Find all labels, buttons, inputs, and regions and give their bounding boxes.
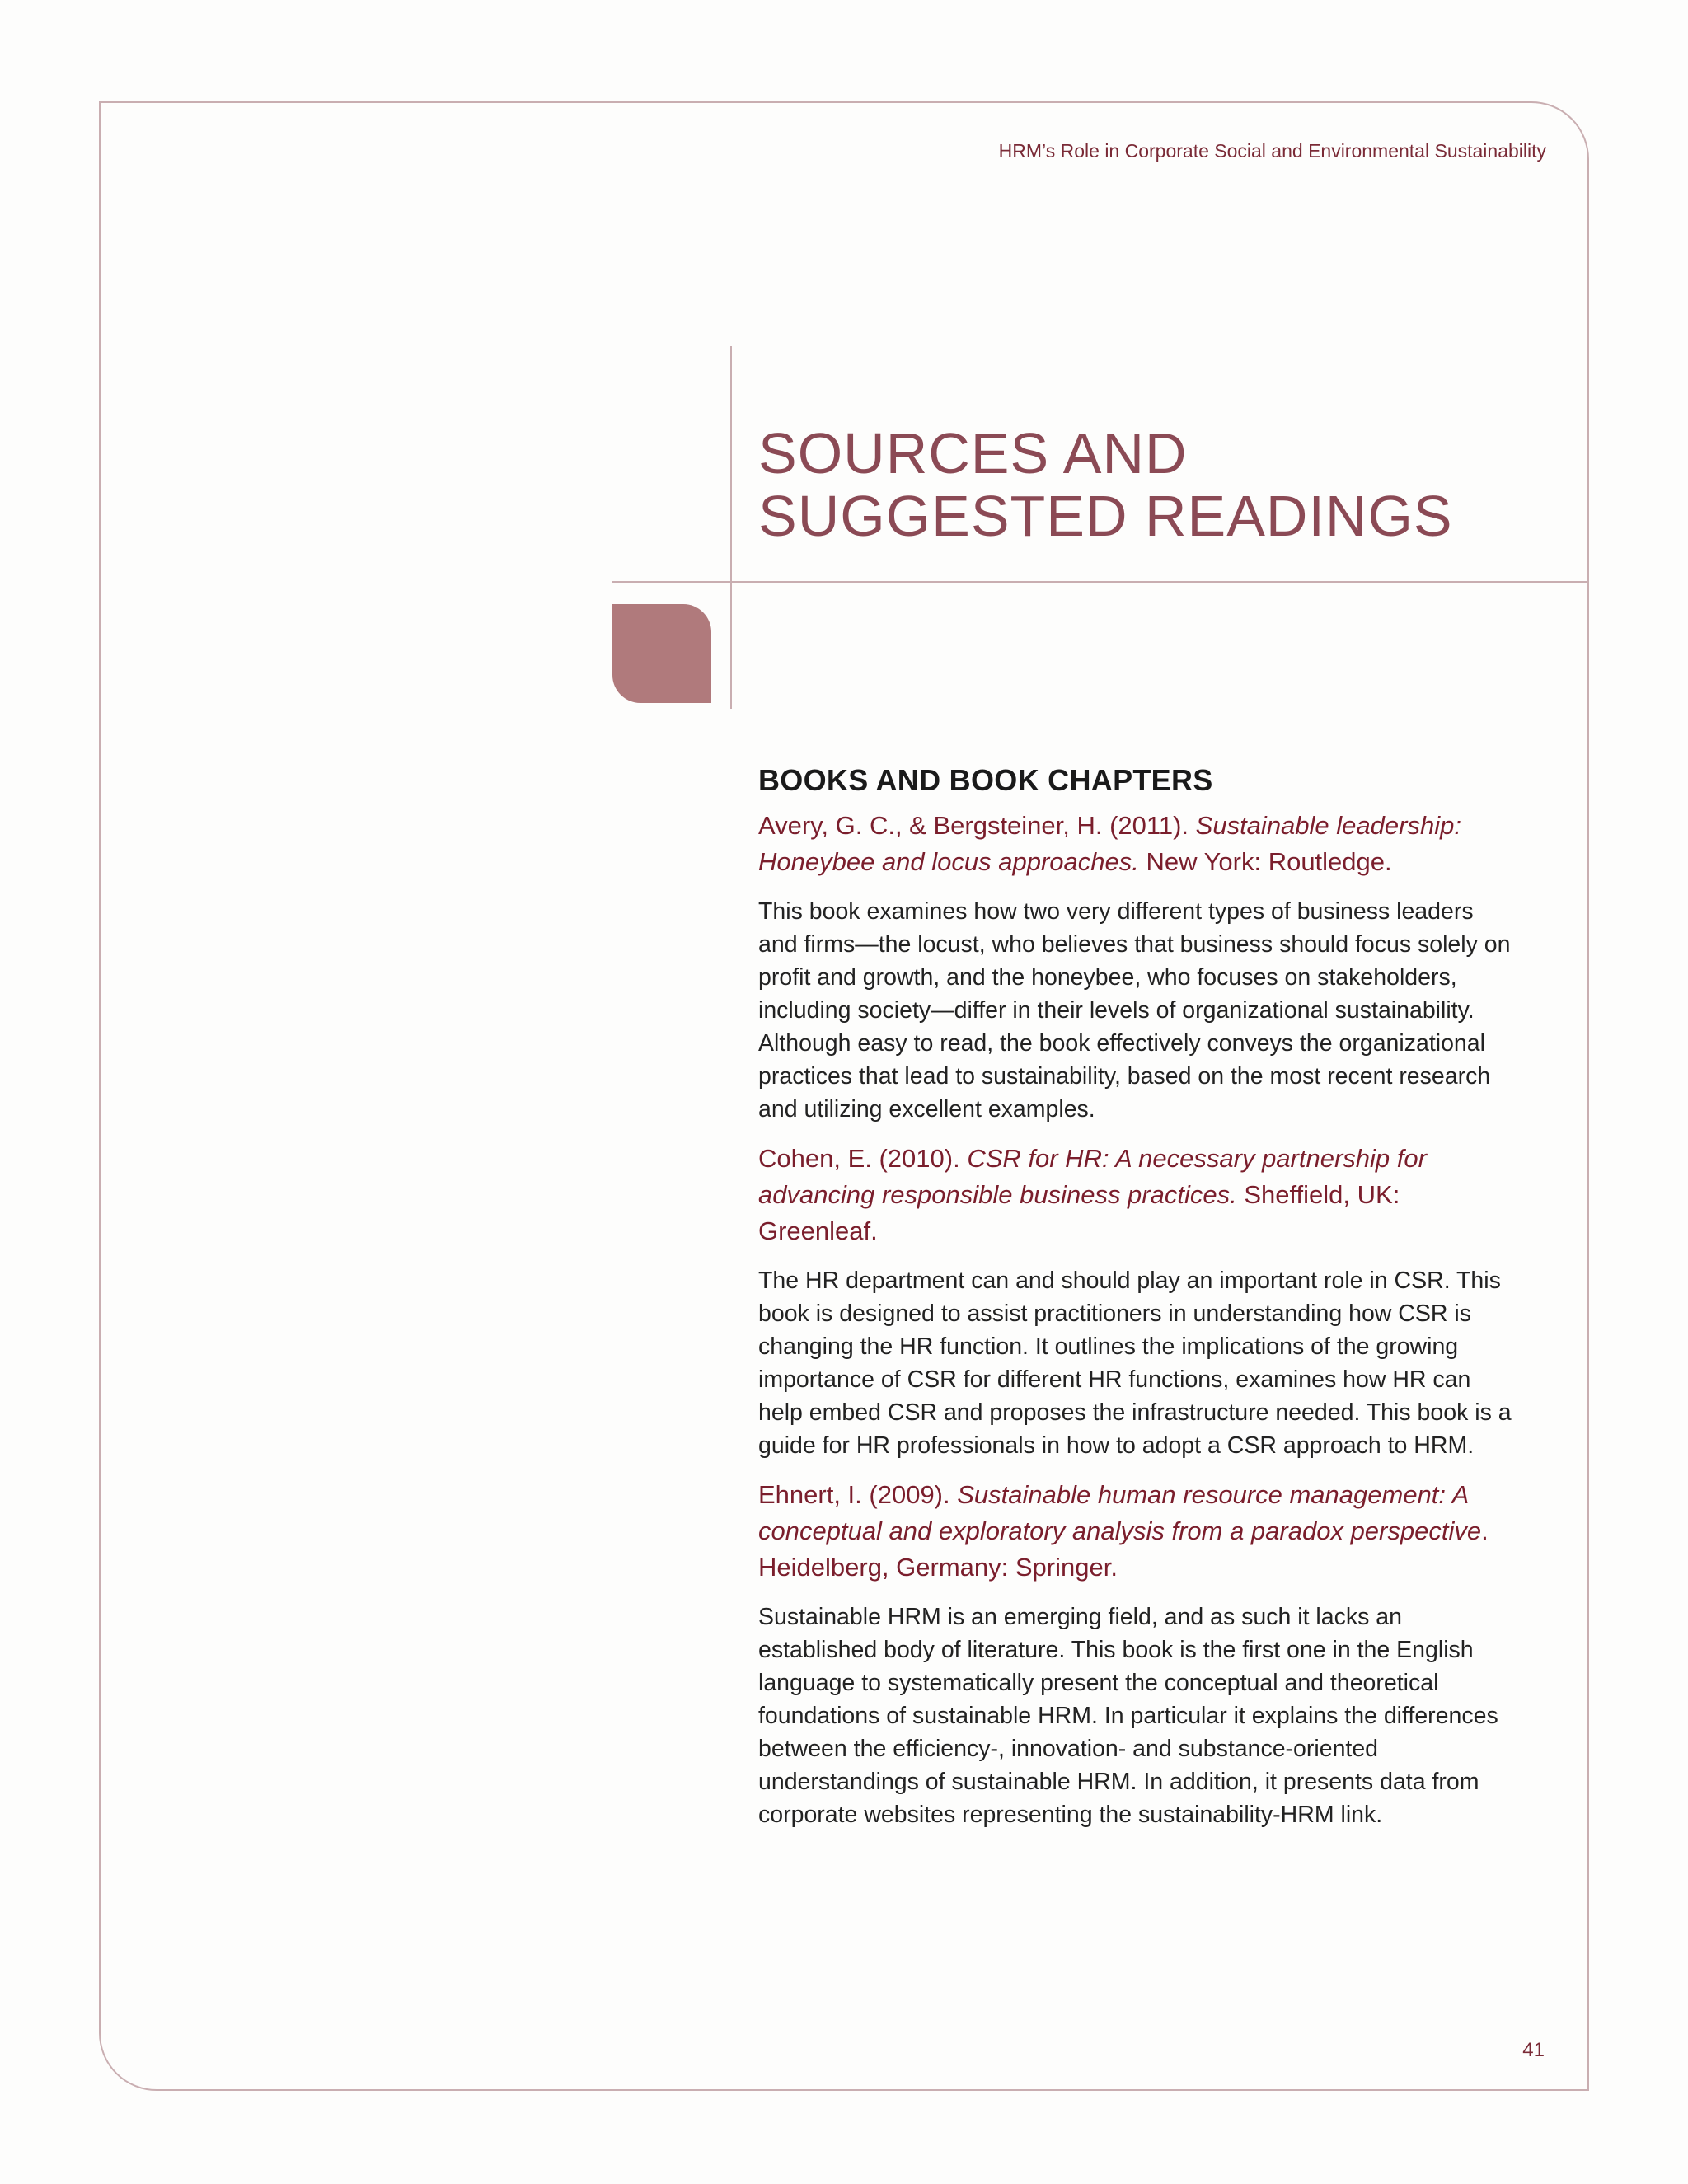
leaf-decoration-icon (612, 604, 711, 703)
page-number: 41 (1522, 2039, 1545, 2061)
section-title (758, 422, 1453, 547)
citation-ehnert (758, 1477, 1517, 1586)
citation-authors: Cohen, E. (2010). (758, 1144, 968, 1173)
annotation-cohen: The HR department can and should play an important role in CSR. This book is designed to assist practitioners in understanding how CSR is changing the HR function. It outlines the implications of the growing importance of CSR for different HR functions, examines how HR can help embed CSR and proposes the infrastructure needed. This book is a guide for HR professionals in how to adopt a CSR approach to HRM. (758, 1268, 1512, 1459)
citation-title: CSR for HR: A necessary partnership for advancing responsible business practices. (758, 1144, 1427, 1209)
citation-avery (758, 808, 1517, 880)
citation-publisher: New York: Routledge. (1138, 847, 1392, 876)
citation-title: Sustainable leadership: Honeybee and locus approaches. (758, 811, 1461, 876)
annotation-avery: This book examines how two very different types of business leaders and firms—the locust, who believes that business should focus solely on profit and growth, and the honeybee, who focuses on stakeholders, including society—differ in their levels of organizational sustainability. Although easy to read, the book effectively conveys the organizational practices that lead to sustainability, based on the most recent research and utilizing excellent examples. (758, 898, 1511, 1122)
citation-title: Sustainable human resource management: A conceptual and exploratory analysis from a paradox perspective (758, 1480, 1482, 1545)
citation-publisher: . Heidelberg, Germany: Springer. (758, 1516, 1489, 1582)
books-heading: BOOKS AND BOOK CHAPTERS (758, 763, 1213, 797)
citation-publisher: Sheffield, UK: Greenleaf. (758, 1180, 1400, 1245)
annotation-ehnert: Sustainable HRM is an emerging field, and as such it lacks an established body of literature. This book is the first one in the English language to systematically present the conceptual and theoretical foundations of sustainable HRM. In particular it explains the differences between the efficiency-, innovation- and substance-oriented understandings of sustainable HRM. In addition, it presents data from corporate websites representing the sustainability-HRM link. (758, 1604, 1498, 1828)
readings-list (758, 763, 1517, 1846)
citation-authors: Ehnert, I. (2009). (758, 1480, 958, 1509)
citation-cohen (758, 1141, 1517, 1249)
section-title-line-1: SOURCES AND (758, 421, 1188, 485)
citation-authors: Avery, G. C., & Bergsteiner, H. (2011). (758, 811, 1196, 840)
section-title-line-2: SUGGESTED READINGS (758, 484, 1453, 548)
vertical-divider (730, 346, 732, 709)
horizontal-divider (612, 581, 1588, 583)
running-header: HRM’s Role in Corporate Social and Environmental Sustainability (998, 140, 1546, 162)
